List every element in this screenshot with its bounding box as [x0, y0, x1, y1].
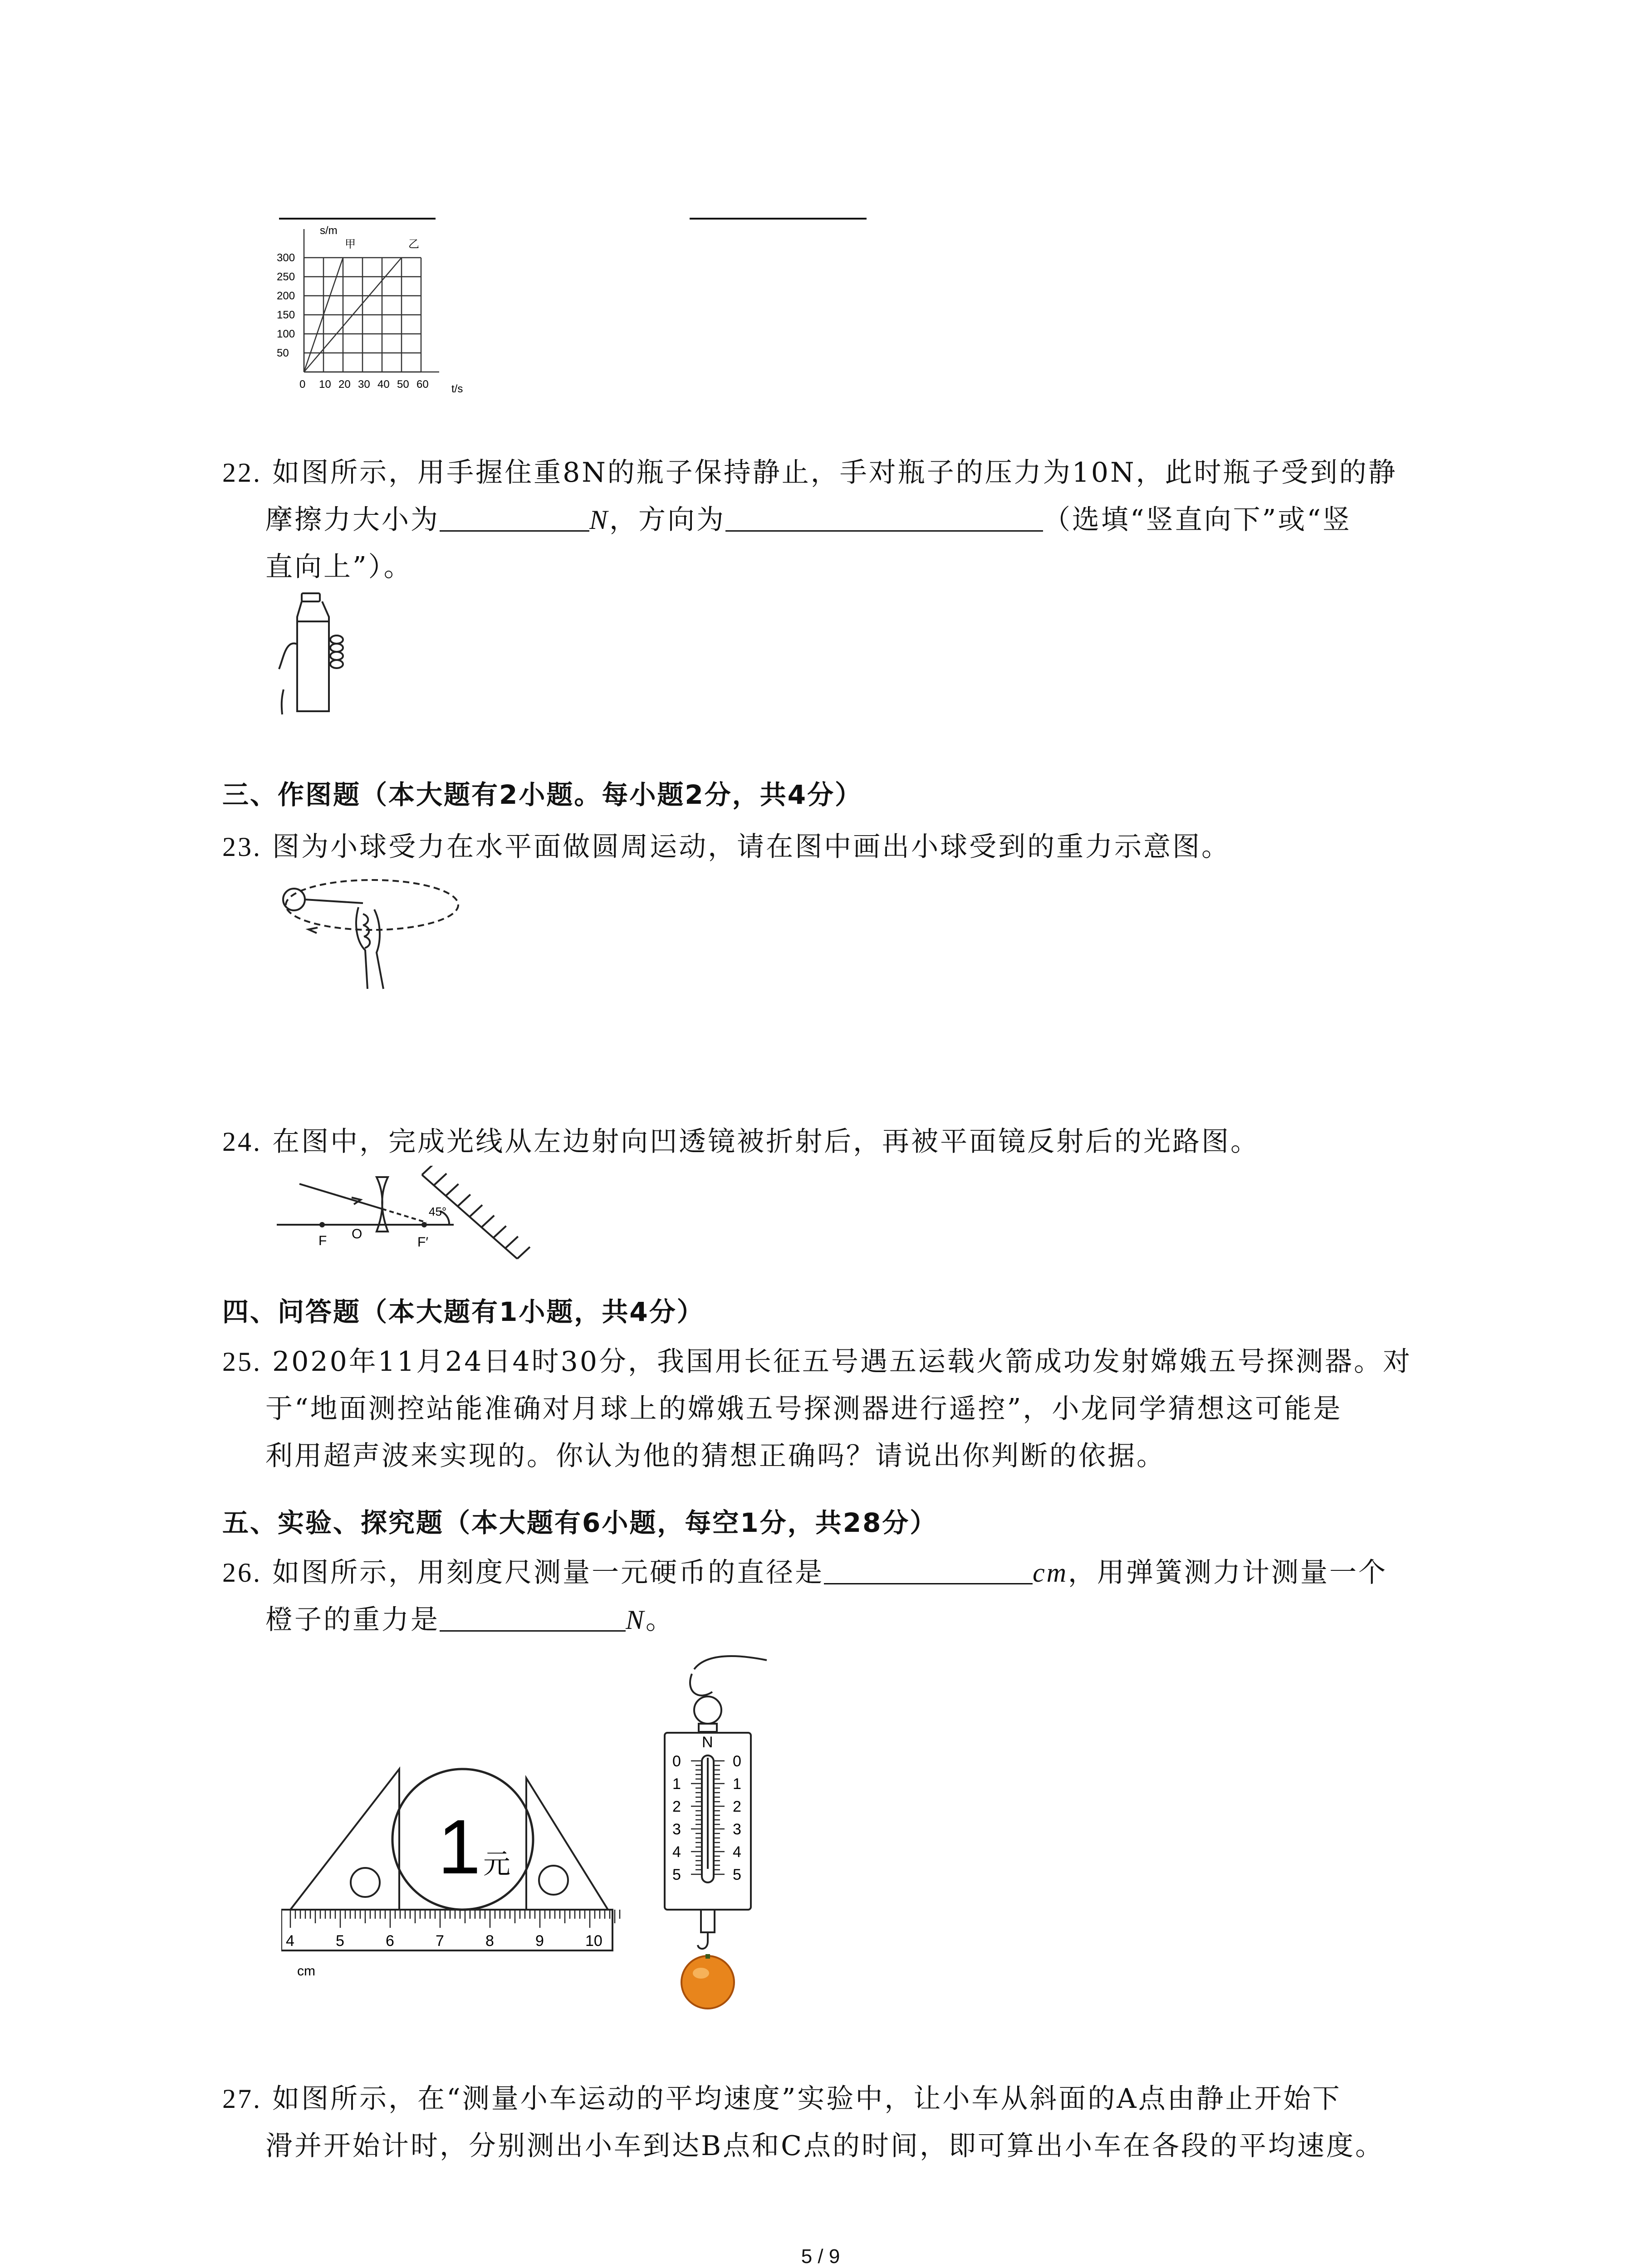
question-24	[222, 1118, 1259, 1165]
mirror-hatch	[494, 1226, 506, 1238]
question-number: 26.	[222, 1558, 262, 1588]
question-23	[222, 823, 1230, 870]
answer-blank-friction[interactable]	[440, 503, 589, 532]
y-tick-label: 300	[277, 252, 295, 264]
y-tick-label: 200	[277, 290, 295, 302]
scale-label-right: 0	[733, 1753, 741, 1770]
coin-unit: 元	[483, 1849, 510, 1879]
mirror-hatch	[517, 1247, 530, 1259]
question-text-line2: 于“地面测控站能准确对月球上的嫦娥五号探测器进行遥控”，小龙同学猜想这可能是	[265, 1393, 1342, 1425]
x-tick-label: 10	[319, 378, 331, 391]
question-text: ，用弹簧测力计测量一个	[1068, 1557, 1388, 1589]
question-text: 。	[646, 1604, 675, 1636]
question-text: 橙子的重力是	[265, 1604, 440, 1636]
x-tick-label: 60	[416, 378, 429, 391]
coin-value: 1	[438, 1804, 481, 1890]
x-tick-label: 50	[397, 378, 409, 391]
question-text-line3: 直向上”）。	[265, 551, 413, 583]
answer-line-left	[279, 218, 436, 220]
section-4-title: 四、问答题（本大题有1小题，共4分）	[222, 1296, 705, 1327]
scale-label-right: 1	[733, 1775, 741, 1793]
question-text-line2: 滑并开始计时，分别测出小车到达B点和C点的时间，即可算出小车在各段的平均速度。	[265, 2130, 1384, 2162]
question-25	[222, 1338, 1412, 1480]
circular-motion-illustration	[272, 873, 463, 991]
series-label-jia: 甲	[345, 238, 356, 250]
coin-ruler-illustration	[281, 1746, 626, 1982]
y-tick-label: 250	[277, 271, 295, 283]
answer-blank-diameter[interactable]	[824, 1556, 1033, 1584]
question-number: 22.	[222, 458, 262, 488]
section-3-title: 三、作图题（本大题有2小题。每小题2分，共4分）	[222, 779, 863, 810]
question-number: 23.	[222, 832, 262, 862]
x-tick-label: 40	[377, 378, 390, 391]
page-number: 5 / 9	[801, 2245, 840, 2268]
question-text: ，方向为	[609, 504, 726, 536]
mirror-hatch	[470, 1205, 482, 1217]
mirror-hatch	[422, 1166, 435, 1175]
ruler-unit: cm	[297, 1964, 315, 1979]
question-text: 如图所示，用刻度尺测量一元硬币的直径是	[272, 1557, 824, 1589]
y-tick-label: 50	[277, 347, 289, 359]
question-27	[222, 2075, 1384, 2170]
focus-label-f: F	[318, 1233, 327, 1248]
question-text: 在图中，完成光线从左边射向凹透镜被折射后，再被平面镜反射后的光路图。	[272, 1126, 1260, 1158]
scale-label-left: 2	[672, 1798, 681, 1815]
unit-label: N	[589, 505, 610, 535]
scale-unit: N	[702, 1734, 713, 1751]
y-tick-label: 100	[277, 328, 295, 340]
question-number: 24.	[222, 1127, 262, 1157]
answer-line-right	[690, 218, 867, 220]
question-text-line1: 2020年11月24日4时30分，我国用长征五号遇五运载火箭成功发射嫦娥五号探测器。对	[272, 1346, 1412, 1378]
question-number: 25.	[222, 1347, 262, 1377]
question-text-line3: 利用超声波来实现的。你认为他的猜想正确吗？请说出你判断的依据。	[265, 1440, 1166, 1472]
ruler-label: 10	[585, 1932, 603, 1950]
ruler-label: 8	[485, 1932, 494, 1950]
question-text: 图为小球受力在水平面做圆周运动，请在图中画出小球受到的重力示意图。	[272, 831, 1231, 863]
x-tick-label: 0	[299, 378, 306, 391]
scale-label-left: 5	[672, 1866, 681, 1883]
ruler-label: 6	[386, 1932, 394, 1950]
mirror-hatch	[434, 1173, 446, 1185]
mirror-hatch	[446, 1184, 459, 1196]
spring-scale-illustration	[640, 1642, 785, 2014]
question-22	[222, 449, 1397, 591]
series-label-yi: 乙	[408, 238, 419, 250]
question-text-line1: 如图所示，在“测量小车运动的平均速度”实验中，让小车从斜面的A点由静止开始下	[272, 2083, 1342, 2115]
lens-mirror-diagram	[277, 1166, 531, 1263]
x-tick-label: 20	[338, 378, 351, 391]
bottle-hand-illustration	[277, 590, 349, 717]
scale-label-left: 0	[672, 1753, 681, 1770]
scale-label-right: 3	[733, 1821, 741, 1838]
section-5-title: 五、实验、探究题（本大题有6小题，每空1分，共28分）	[222, 1507, 938, 1538]
focus-label-f2: F′	[417, 1235, 428, 1250]
scale-label-left: 1	[672, 1775, 681, 1793]
question-text: 摩擦力大小为	[265, 504, 440, 536]
unit-label: cm	[1033, 1558, 1068, 1588]
unit-label: N	[626, 1605, 646, 1635]
question-text: （选填“竖直向下”或“竖	[1043, 504, 1352, 536]
ruler-label: 7	[436, 1932, 444, 1950]
question-number: 27.	[222, 2084, 262, 2114]
x-axis-label: t/s	[451, 383, 463, 395]
angle-label: 45°	[429, 1205, 447, 1218]
y-tick-label: 150	[277, 309, 295, 321]
optical-center-label: O	[352, 1227, 362, 1242]
scale-label-left: 4	[672, 1843, 681, 1861]
y-axis-label: s/m	[320, 225, 338, 237]
ruler-label: 9	[535, 1932, 544, 1950]
scale-label-right: 5	[733, 1866, 741, 1883]
answer-blank-direction[interactable]	[725, 503, 1043, 532]
question-text-line1: 如图所示，用手握住重8N的瓶子保持静止，手对瓶子的压力为10N，此时瓶子受到的静	[272, 457, 1397, 489]
question-26	[222, 1549, 1387, 1643]
x-tick-label: 30	[358, 378, 370, 391]
distance-time-graph	[272, 222, 472, 404]
scale-label-right: 2	[733, 1798, 741, 1815]
mirror-hatch	[505, 1237, 518, 1248]
scale-label-left: 3	[672, 1821, 681, 1838]
answer-blank-weight[interactable]	[440, 1603, 626, 1632]
ruler-label: 5	[336, 1932, 344, 1950]
mirror-hatch	[481, 1216, 494, 1227]
scale-label-right: 4	[733, 1843, 741, 1861]
mirror-hatch	[458, 1194, 470, 1206]
ruler-label: 4	[286, 1932, 294, 1950]
